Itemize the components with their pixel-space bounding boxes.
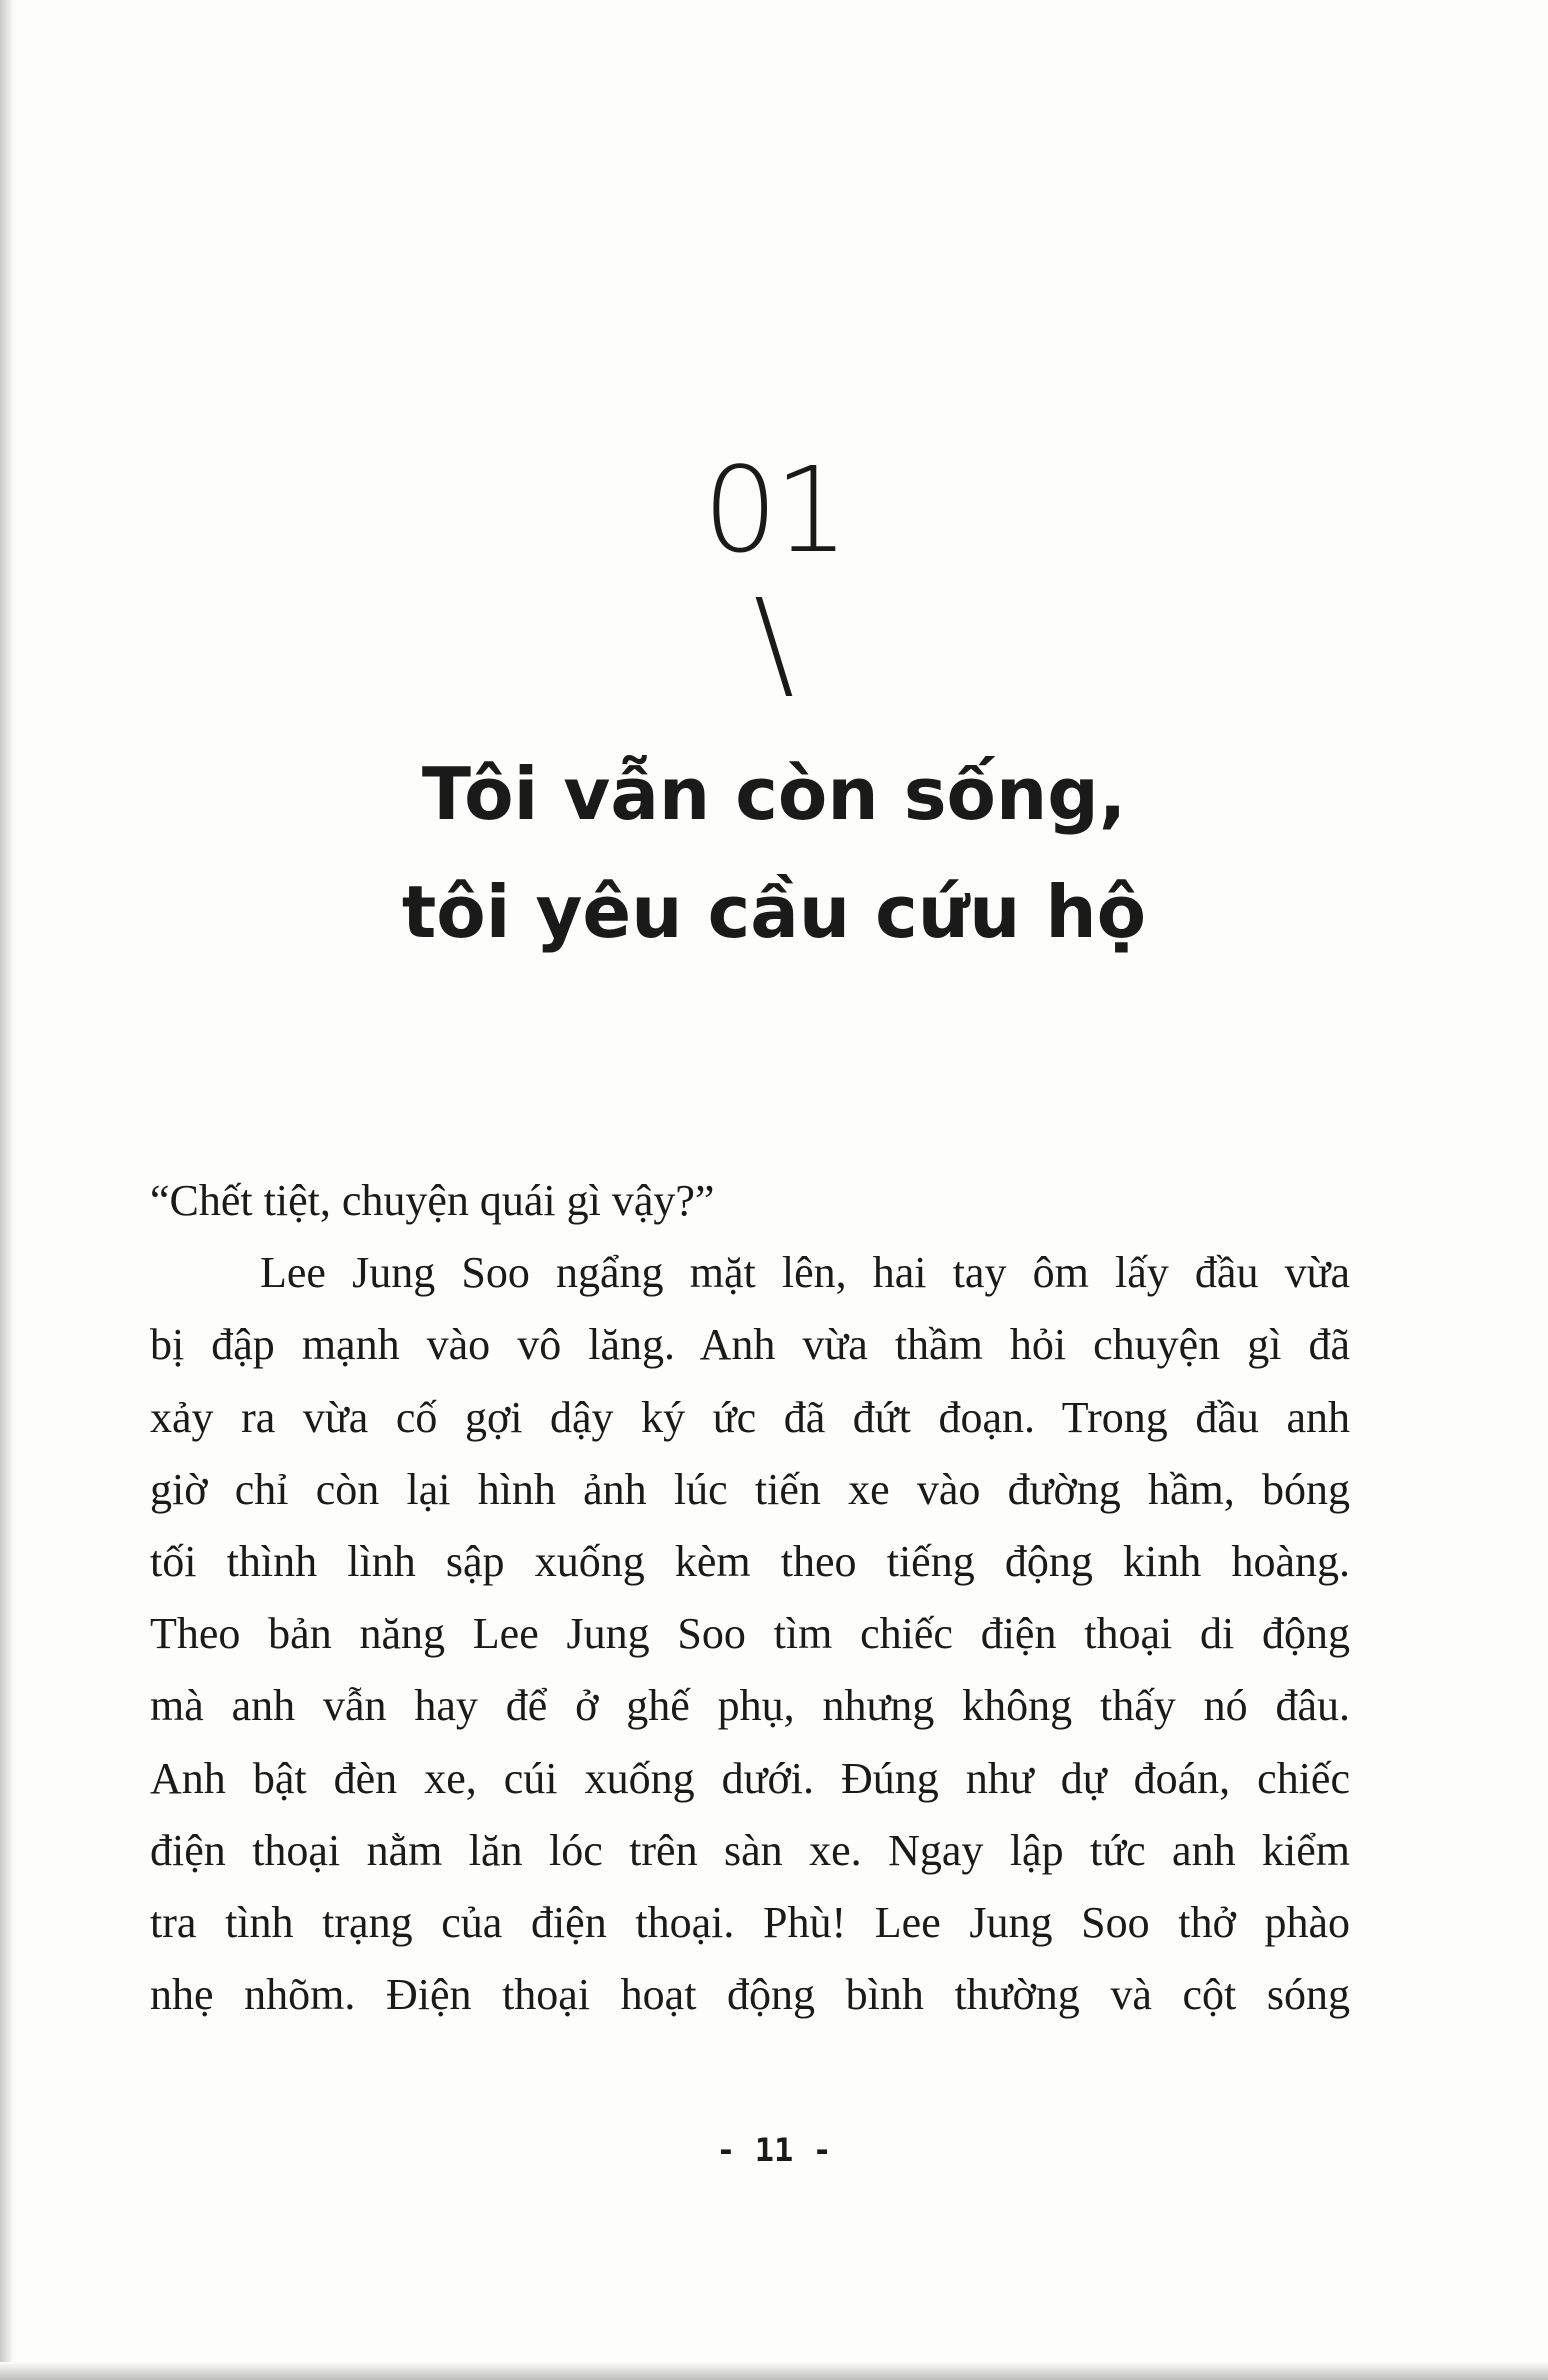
body-text	[150, 1165, 1350, 2031]
chapter-number: 01	[702, 441, 846, 579]
text-line: Anh bật đèn xe, cúi xuống dưới. Đúng như dự đoán, chiếc	[150, 1753, 1350, 1803]
text-line: nhẹ nhõm. Điện thoại hoạt động bình thường và cột sóng	[150, 1970, 1350, 2020]
text-line: tra tình trạng của điện thoại. Phù! Lee Jung Soo thở phào	[150, 1898, 1350, 1948]
text-line: điện thoại nằm lăn lóc trên sàn xe. Ngay lập tức anh kiểm	[150, 1825, 1350, 1875]
chapter-title-line: tôi yêu cầu cứu hộ	[401, 870, 1147, 954]
text-line: giờ chỉ còn lại hình ảnh lúc tiến xe vào đường hầm, bóng	[150, 1464, 1350, 1514]
text-line: bị đập mạnh vào vô lăng. Anh vừa thầm hỏi chuyện gì đã	[150, 1320, 1350, 1370]
chapter-title	[0, 735, 1548, 971]
text-line: xảy ra vừa cố gợi dậy ký ức đã đứt đoạn. Trong đầu anh	[150, 1392, 1350, 1442]
chapter-title-line: Tôi vẫn còn sống,	[421, 752, 1127, 836]
text-line: mà anh vẫn hay để ở ghế phụ, nhưng không thấy nó đâu.	[150, 1681, 1350, 1731]
text-line: tối thình lình sập xuống kèm theo tiếng động kinh hoàng.	[150, 1537, 1350, 1587]
page-bottom-edge	[0, 2362, 1548, 2380]
page-gutter-shadow	[0, 0, 14, 2380]
text-line: Lee Jung Soo ngẩng mặt lên, hai tay ôm lấy đầu vừa	[260, 1248, 1350, 1298]
text-line: Theo bản năng Lee Jung Soo tìm chiếc điện thoại di động	[150, 1609, 1350, 1659]
chapter-separator: \	[753, 575, 795, 714]
page-number: - 11 -	[716, 2131, 832, 2169]
text-line: “Chết tiệt, chuyện quái gì vậy?”	[150, 1176, 715, 1225]
